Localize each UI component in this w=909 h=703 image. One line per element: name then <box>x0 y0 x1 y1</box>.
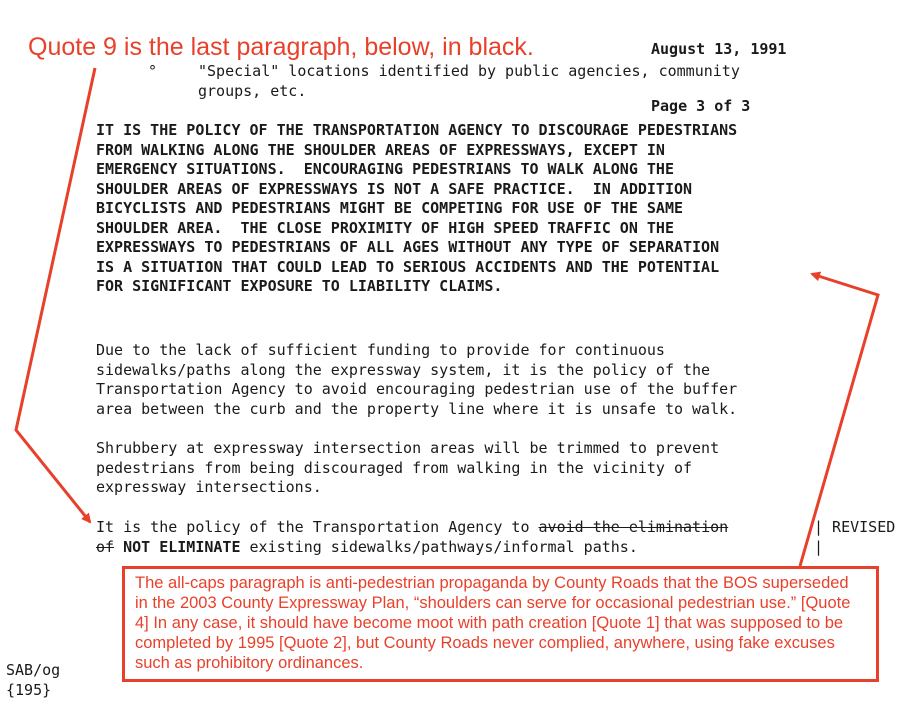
annotation-top-note: Quote 9 is the last paragraph, below, in black. <box>28 33 534 61</box>
bullet-symbol: ° <box>148 62 158 80</box>
policy-revision-bold: NOT ELIMINATE <box>114 537 241 556</box>
revised-marker: | REVISED | <box>814 518 896 556</box>
policy-paragraph <box>96 518 728 557</box>
caps-policy-paragraph: IT IS THE POLICY OF THE TRANSPORTATION AGENCY TO DISCOURAGE PEDESTRIANS FROM WALKING ALONG THE SHOULDER AREAS OF EXPRESSWAYS, EXCEPT IN EMERGENCY SITUATIONS. ENCOURAGING PEDESTRIANS TO WALK ALONG THE SHOULDER AREAS OF EXPRESSWAYS IS NOT A SAFE PRACTICE. IN ADDITION BICYCLISTS AND PEDESTRIANS MIGHT BE COMPETING FOR USE OF THE SAME SHOULDER AREA. THE CLOSE PROXIMITY OF HIGH SPEED TRAFFIC ON THE EXPRESSWAYS TO PEDESTRIANS OF ALL AGES WITHOUT ANY TYPE OF SEPARATION IS A SITUATION THAT COULD LEAD TO SERIOUS ACCIDENTS AND THE POTENTIAL FOR SIGNIFICANT EXPOSURE TO LIABILITY CLAIMS. <box>96 121 738 295</box>
policy-text-start: It is the policy of the Transportation Agency to <box>96 518 539 536</box>
bullet-item <box>148 62 157 82</box>
policy-struck-text-1: avoid the elimination <box>538 518 729 536</box>
header-date: August 13, 1991 <box>651 40 787 58</box>
policy-struck-text-2: of <box>96 537 115 556</box>
annotation-comment-box: The all-caps paragraph is anti-pedestrian propaganda by County Roads that the BOS superseded in the 2003 County Expressway Plan, “shoulders can serve for occasional pedestrian use.” [Quote 4] In any case, it should have become moot with path creation [Quote 1] that was supposed to be completed by 1995 [Quote 2], but County Roads never complied, anywhere, using fake excuses such as prohibitory ordinances. <box>122 566 879 682</box>
policy-text-end: existing sidewalks/pathways/informal paths. <box>240 537 638 556</box>
header-page-number: Page 3 of 3 <box>651 97 751 115</box>
signoff-initials: SAB/og {195} <box>6 661 61 699</box>
arrow-to-quote-paragraph <box>16 68 95 522</box>
bullet-text: "Special" locations identified by public agencies, community groups, etc. <box>198 62 740 100</box>
shrubbery-paragraph: Shrubbery at expressway intersection areas will be trimmed to prevent pedestrians from being discouraged from walking in the vicinity of expressway intersections. <box>96 439 720 496</box>
funding-paragraph: Due to the lack of sufficient funding to provide for continuous sidewalks/paths along the expressway system, it is the policy of the Transportation Agency to avoid encouraging pedestrian use of the buffer area between the curb and the property line where it is unsafe to walk. <box>96 341 738 418</box>
